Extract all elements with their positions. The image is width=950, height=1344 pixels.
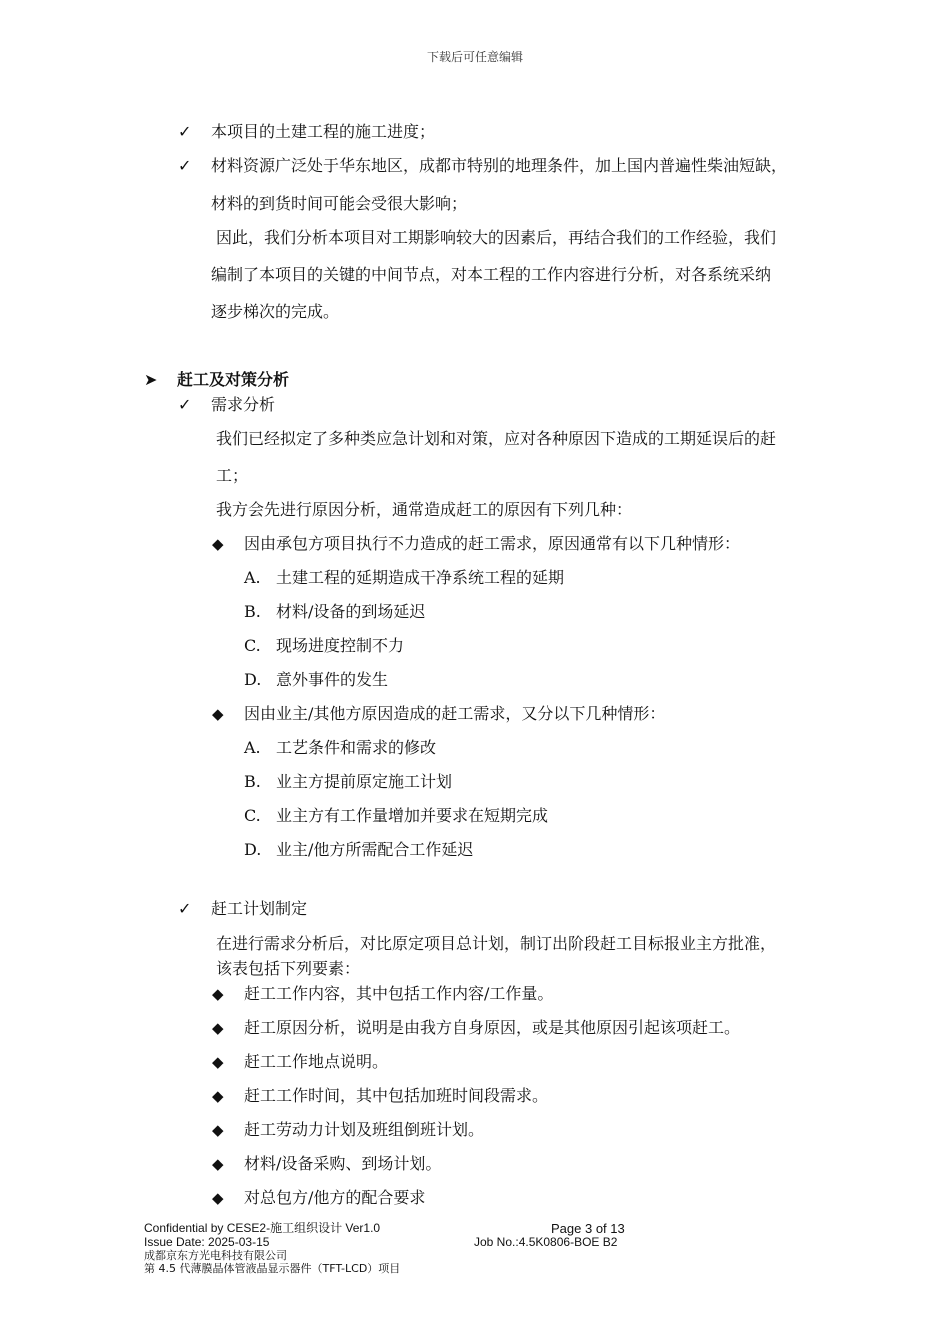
plan-item: 赶工原因分析，说明是由我方自身原因，或是其他原因引起该项赶工。 — [244, 1018, 741, 1037]
needs-group-1-title: 因由承包方项目执行不力造成的赶工需求，原因通常有以下几种情形： — [244, 534, 741, 553]
plan-paragraph-line-1: 在进行需求分析后，对比原定项目总计划，制订出阶段赶工目标报业主方批准， — [216, 934, 777, 953]
list-item-text: 业主方有工作量增加并要求在短期完成 — [276, 806, 549, 825]
list-item-letter: A. — [244, 738, 261, 757]
intro-paragraph-line-1: 因此，我们分析本项目对工期影响较大的因素后，再结合我们的工作经验，我们 — [216, 228, 777, 247]
plan-item: 对总包方/他方的配合要求 — [244, 1188, 426, 1207]
list-item-letter: D. — [244, 670, 262, 689]
list-item-letter: A. — [244, 568, 261, 587]
footer-issue-date: Issue Date: 2025-03-15 — [144, 1235, 270, 1249]
list-item-text: 工艺条件和需求的修改 — [276, 738, 437, 757]
plan-item: 赶工工作内容，其中包括工作内容/工作量。 — [244, 984, 554, 1003]
footer-page-number: Page 3 of 13 — [551, 1221, 625, 1236]
list-item-letter: C. — [244, 636, 261, 655]
list-item-text: 土建工程的延期造成干净系统工程的延期 — [276, 568, 565, 587]
diamond-bullet-icon: ◆ — [212, 1019, 224, 1037]
plan-item: 赶工工作时间，其中包括加班时间段需求。 — [244, 1086, 549, 1105]
intro-paragraph-line-2: 编制了本项目的关键的中间节点，对本工程的工作内容进行分析，对各系统采纳 — [211, 265, 772, 284]
diamond-bullet-icon: ◆ — [212, 1121, 224, 1139]
check-icon: ✓ — [178, 899, 192, 918]
needs-paragraph-1-line-2: 工； — [216, 466, 249, 485]
list-item-text: 意外事件的发生 — [276, 670, 389, 689]
list-item-letter: D. — [244, 840, 262, 859]
diamond-bullet-icon: ◆ — [212, 1087, 224, 1105]
needs-group-2-title: 因由业主/其他方原因造成的赶工需求，又分以下几种情形： — [244, 704, 666, 723]
check-icon: ✓ — [178, 156, 192, 175]
section-title: 赶工及对策分析 — [177, 370, 290, 389]
needs-paragraph-2: 我方会先进行原因分析，通常造成赶工的原因有下列几种： — [216, 500, 633, 519]
intro-check-2-line-2: 材料的到货时间可能会受很大影响； — [211, 194, 468, 213]
list-item-text: 业主/他方所需配合工作延迟 — [276, 840, 474, 859]
diamond-bullet-icon: ◆ — [212, 1053, 224, 1071]
diamond-bullet-icon: ◆ — [212, 985, 224, 1003]
list-item-letter: B. — [244, 772, 261, 791]
diamond-bullet-icon: ◆ — [212, 1155, 224, 1173]
list-item-letter: C. — [244, 806, 261, 825]
plan-paragraph-line-2: 该表包括下列要素： — [216, 959, 361, 978]
needs-paragraph-1-line-1: 我们已经拟定了多种类应急计划和对策，应对各种原因下造成的工期延误后的赶 — [216, 429, 777, 448]
list-item-text: 业主方提前原定施工计划 — [276, 772, 453, 791]
intro-check-2-line-1: 材料资源广泛处于华东地区，成都市特别的地理条件，加上国内普遍性柴油短缺， — [211, 156, 788, 175]
plan-item: 赶工劳动力计划及班组倒班计划。 — [244, 1120, 485, 1139]
intro-paragraph-line-3: 逐步梯次的完成。 — [211, 302, 340, 321]
arrow-bullet-icon: ➤ — [144, 370, 158, 389]
page-header-watermark: 下载后可任意编辑 — [426, 50, 523, 64]
needs-title: 需求分析 — [211, 395, 276, 414]
footer-confidential: Confidential by CESE2-施工组织设计 Ver1.0 — [144, 1221, 381, 1235]
list-item-letter: B. — [244, 602, 261, 621]
plan-item: 赶工工作地点说明。 — [244, 1052, 389, 1071]
diamond-bullet-icon: ◆ — [212, 705, 224, 723]
footer-project: 第 4.5 代薄膜晶体管液晶显示器件（TFT-LCD）项目 — [144, 1262, 401, 1275]
footer-company: 成都京东方光电科技有限公司 — [144, 1249, 287, 1262]
check-icon: ✓ — [178, 122, 192, 141]
plan-title: 赶工计划制定 — [211, 899, 308, 918]
footer-job-number: Job No.:4.5K0806-BOE B2 — [474, 1235, 618, 1249]
list-item-text: 材料/设备的到场延迟 — [276, 602, 426, 621]
check-icon: ✓ — [178, 395, 192, 414]
plan-item: 材料/设备采购、到场计划。 — [244, 1154, 442, 1173]
diamond-bullet-icon: ◆ — [212, 1189, 224, 1207]
diamond-bullet-icon: ◆ — [212, 535, 224, 553]
intro-check-1: 本项目的土建工程的施工进度； — [211, 122, 436, 141]
list-item-text: 现场进度控制不力 — [276, 636, 405, 655]
